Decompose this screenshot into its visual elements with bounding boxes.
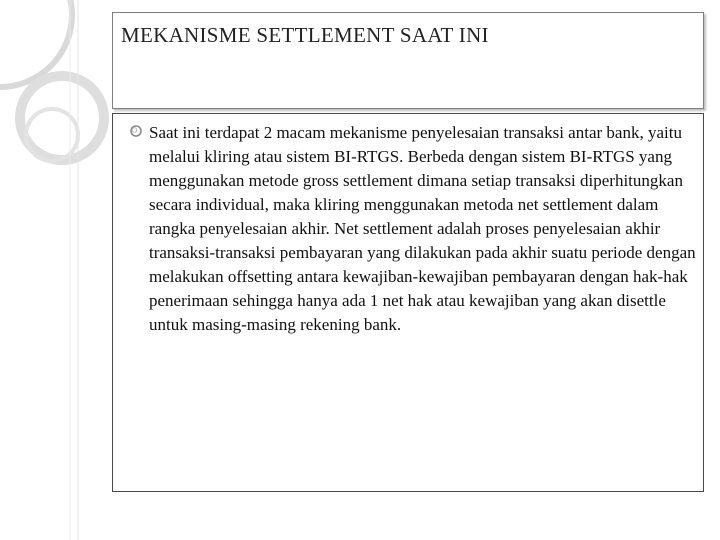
bullet-item bbox=[127, 121, 697, 337]
bullet-text: Saat ini terdapat 2 macam mekanisme penyelesaian transaksi antar bank, yaitu melalui kliring atau sistem BI-RTGS. Berbeda dengan sistem BI-RTGS yang menggunakan metode gross settlement dimana setiap transaksi diperhitungkan secara individual, maka kliring menggunakan metoda net settlement dalam rangka penyelesaian akhir. Net settlement adalah proses penyelesaian akhir transaksi-transaksi pembayaran yang dilakukan pada akhir suatu periode dengan melakukan offsetting antara kewajiban-kewajiban pembayaran dengan hak-hak penerimaan sehingga hanya ada 1 net hak atau kewajiban yang akan disettle untuk masing-masing rekening bank. bbox=[149, 123, 696, 334]
ring-bullet-icon bbox=[127, 122, 145, 140]
title-placeholder bbox=[112, 12, 704, 109]
content-placeholder bbox=[112, 113, 704, 492]
slide-title: MEKANISME SETTLEMENT SAAT INI bbox=[121, 23, 489, 47]
